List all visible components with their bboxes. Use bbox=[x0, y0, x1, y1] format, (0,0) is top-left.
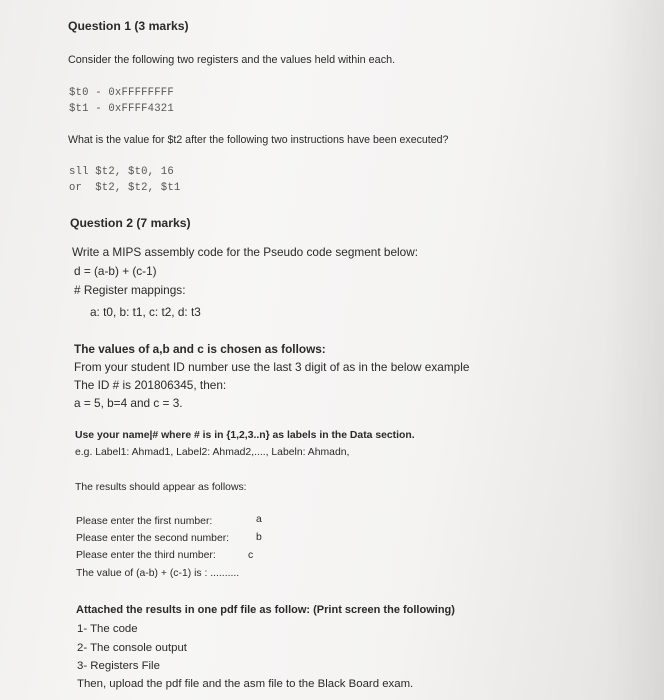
attach-item-registers: 3- Registers File bbox=[77, 660, 160, 672]
prompt-third-value: c bbox=[248, 550, 254, 561]
register-t1-line: $t1 - 0xFFFF4321 bbox=[69, 103, 174, 115]
attach-heading: Attached the results in one pdf file as follow: (Print screen the following) bbox=[76, 604, 455, 616]
prompt-result-line: The value of (a-b) + (c-1) is : .......... bbox=[76, 568, 240, 579]
prompt-second-value: b bbox=[256, 532, 262, 543]
register-mappings: a: t0, b: t1, c: t2, d: t3 bbox=[90, 305, 201, 319]
question-1-intro: Consider the following two registers and the values held within each. bbox=[68, 54, 396, 66]
results-heading: The results should appear as follows: bbox=[75, 482, 247, 493]
pseudo-code-expression: d = (a-b) + (c-1) bbox=[74, 264, 157, 278]
page-shadow bbox=[604, 0, 664, 700]
values-heading: The values of a,b and c is chosen as follows: bbox=[74, 342, 326, 356]
question-1-ask: What is the value for $t2 after the following two instructions have been executed? bbox=[68, 134, 449, 146]
prompt-first-value: a bbox=[256, 514, 262, 525]
instruction-sll: sll $t2, $t0, 16 bbox=[69, 166, 174, 178]
prompt-first-number: Please enter the first number: bbox=[76, 516, 213, 527]
attach-item-console: 2- The console output bbox=[77, 642, 187, 654]
values-line-3: a = 5, b=4 and c = 3. bbox=[74, 396, 183, 410]
question-1-heading: Question 1 (3 marks) bbox=[68, 19, 189, 33]
question-2-heading: Question 2 (7 marks) bbox=[70, 216, 191, 230]
attach-item-code: 1- The code bbox=[77, 623, 138, 635]
register-mappings-heading: # Register mappings: bbox=[74, 283, 186, 297]
values-line-2: The ID # is 201806345, then: bbox=[74, 378, 227, 392]
final-instruction: Then, upload the pdf file and the asm file to the Black Board exam. bbox=[77, 678, 414, 690]
values-line-1: From your student ID number use the last 3 digit of as in the below example bbox=[74, 360, 470, 374]
name-label-instruction: Use your name|# where # is in {1,2,3..n} as labels in the Data section. bbox=[75, 430, 415, 441]
prompt-second-number: Please enter the second number: bbox=[76, 533, 230, 544]
task-line: Write a MIPS assembly code for the Pseudo code segment below: bbox=[72, 245, 418, 259]
instruction-or: or $t2, $t2, $t1 bbox=[69, 182, 181, 194]
label-example: e.g. Label1: Ahmad1, Label2: Ahmad2,...., Labeln: Ahmadn, bbox=[75, 447, 350, 458]
prompt-third-number: Please enter the third number: bbox=[76, 550, 216, 561]
register-t0-line: $t0 - 0xFFFFFFFF bbox=[69, 87, 174, 99]
